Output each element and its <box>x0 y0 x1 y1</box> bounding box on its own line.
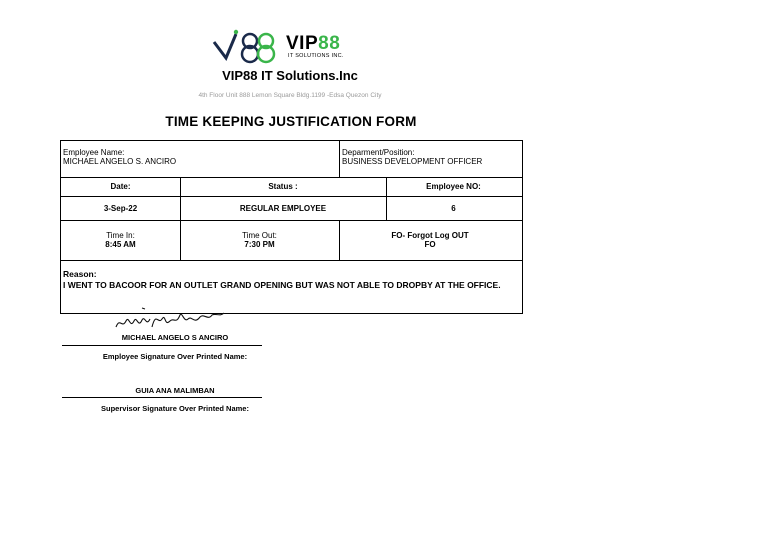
position-cell <box>342 148 522 166</box>
logo-wordmark: VIP88 <box>286 33 341 54</box>
date-header: Date: <box>110 182 131 191</box>
info-header-row <box>60 177 523 197</box>
status-header: Status : <box>268 182 298 191</box>
log-code-label: FO- Forgot Log OUT <box>391 231 469 240</box>
employee-name-cell <box>63 148 333 166</box>
form-title: TIME KEEPING JUSTIFICATION FORM <box>165 114 417 129</box>
company-address: 4th Floor Unit 888 Lemon Square Bldg.1199 -Edsa Quezon City <box>198 92 382 99</box>
supervisor-signature-line <box>62 397 262 398</box>
time-in-value: 8:45 AM <box>105 240 136 249</box>
employee-signature-icon <box>112 305 232 335</box>
company-name: VIP88 IT Solutions.Inc <box>222 68 358 83</box>
time-out-value: 7:30 PM <box>244 240 275 249</box>
reason-label: Reason: <box>63 269 97 279</box>
date-value: 3-Sep-22 <box>103 203 138 213</box>
supervisor-printed-name: GUIA ANA MALIMBAN <box>135 386 215 395</box>
employee-name-label: Employee Name: <box>63 148 125 157</box>
reason-cell <box>63 269 513 291</box>
employee-printed-name: MICHAEL ANGELO S ANCIRO <box>121 333 229 342</box>
company-logo <box>212 28 362 68</box>
log-code-cell <box>339 221 521 259</box>
reason-text: I WENT TO BACOOR FOR AN OUTLET GRAND OPENING BUT WAS NOT ABLE TO DROPBY AT THE OFFICE. <box>63 280 501 290</box>
time-out-cell: Time Out: 7:30 PM <box>242 231 277 249</box>
employee-signature-line <box>62 345 262 346</box>
time-row <box>60 220 523 261</box>
log-code-value: FO <box>424 240 436 249</box>
time-in-cell: Time In: 8:45 AM <box>105 231 136 249</box>
info-value-row <box>60 196 523 221</box>
position-value: BUSINESS DEVELOPMENT OFFICER <box>342 157 483 166</box>
employee-signature-caption: Employee Signature Over Printed Name: <box>102 352 248 361</box>
employee-no-header: Employee NO: <box>426 182 481 191</box>
position-label: Deparment/Position: <box>342 148 415 157</box>
vip88-logo-icon <box>212 28 284 68</box>
logo-subtitle: IT SOLUTIONS INC. <box>288 53 344 59</box>
employee-info-row <box>60 140 523 178</box>
employee-name-value: MICHAEL ANGELO S. ANCIRO <box>63 157 177 166</box>
employee-no-value: 6 <box>451 203 456 213</box>
supervisor-signature-caption: Supervisor Signature Over Printed Name: <box>101 404 249 413</box>
status-value: REGULAR EMPLOYEE <box>239 203 327 213</box>
